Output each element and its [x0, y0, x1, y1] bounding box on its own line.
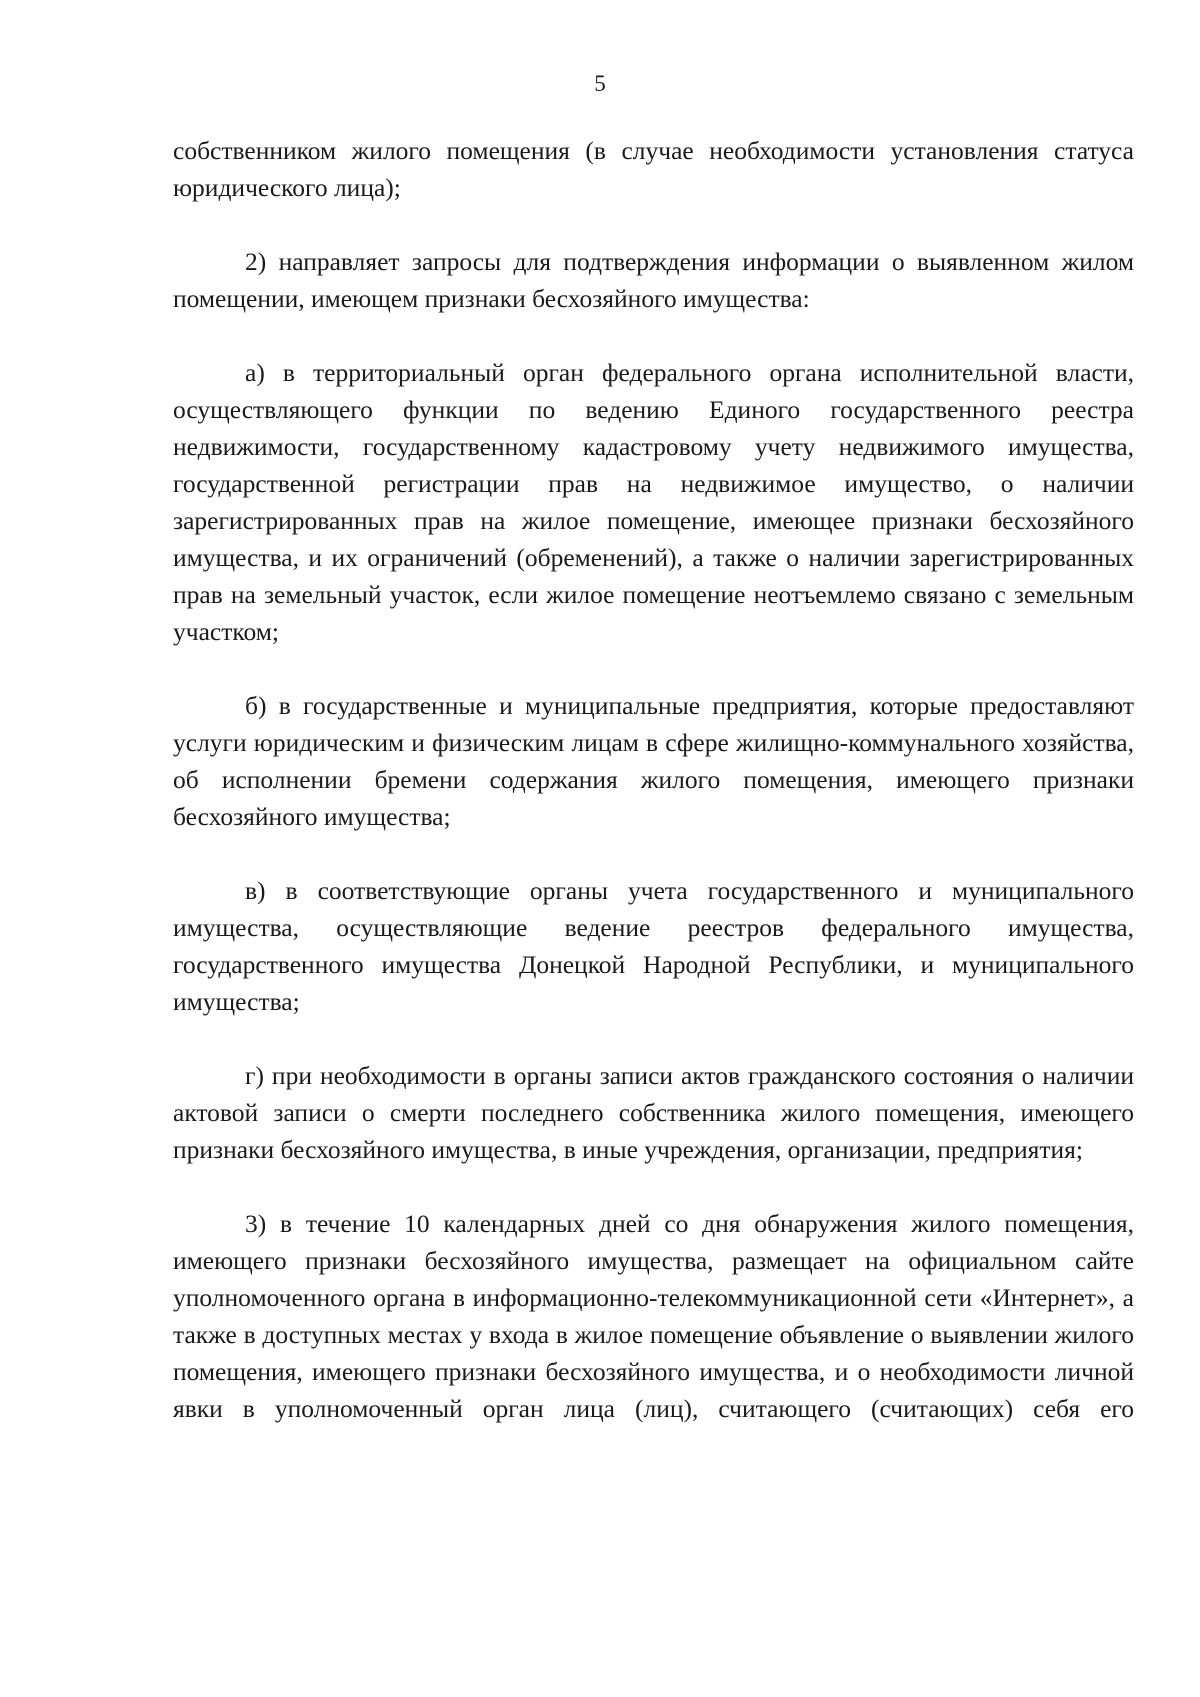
- paragraph-item-2v: в) в соответствующие органы учета государственного и муниципального имущества, осуществляющие ведение реестров федерального имущества, государственного имущества Донецкой Народной Республики, и муниципального имущества;: [173, 876, 1134, 1016]
- paragraph-item-2: 2) направляет запросы для подтверждения информации о выявленном жилом помещении, имеющем признаки бесхозяйного имущества:: [173, 247, 1134, 313]
- paragraph-item-2g: г) при необходимости в органы записи актов гражданского состояния о наличии актовой записи о смерти последнего собственника жилого помещения, имеющего признаки бесхозяйного имущества, в иные учреждения, организации, предприятия;: [173, 1061, 1134, 1164]
- paragraph-item-3: 3) в течение 10 календарных дней со дня обнаружения жилого помещения, имеющего признаки бесхозяйного имущества, размещает на официальном сайте уполномоченного органа в информационно-телекоммуникационной сети «Интернет», а также в доступных местах у входа в жилое помещение объявление о выявлении жилого помещения, имеющего признаки бесхозяйного имущества, и о необходимости личной явки в уполномоченный орган лица (лиц), считающего (считающих) себя его: [173, 1209, 1134, 1423]
- paragraph-continuation: собственником жилого помещения (в случае необходимости установления статуса юридического лица);: [173, 136, 1134, 202]
- document-body: [173, 132, 1134, 1464]
- paragraph-item-2b: б) в государственные и муниципальные предприятия, которые предоставляют услуги юридическим и физическим лицам в сфере жилищно-коммунального хозяйства, об исполнении бремени содержания жилого помещения, имеющего признаки бесхозяйного имущества;: [173, 691, 1134, 831]
- page-number: 5: [594, 71, 606, 96]
- paragraph-item-2a: а) в территориальный орган федерального органа исполнительной власти, осуществляющего функции по ведению Единого государственного реестра недвижимости, государственному кадастровому учету недвижимого имущества, государственной регистрации прав на недвижимое имущество, о наличии зарегистрированных прав на жилое помещение, имеющее признаки бесхозяйного имущества, и их ограничений (обременений), а также о наличии зарегистрированных прав на земельный участок, если жилое помещение неотъемлемо связано с земельным участком;: [173, 358, 1134, 646]
